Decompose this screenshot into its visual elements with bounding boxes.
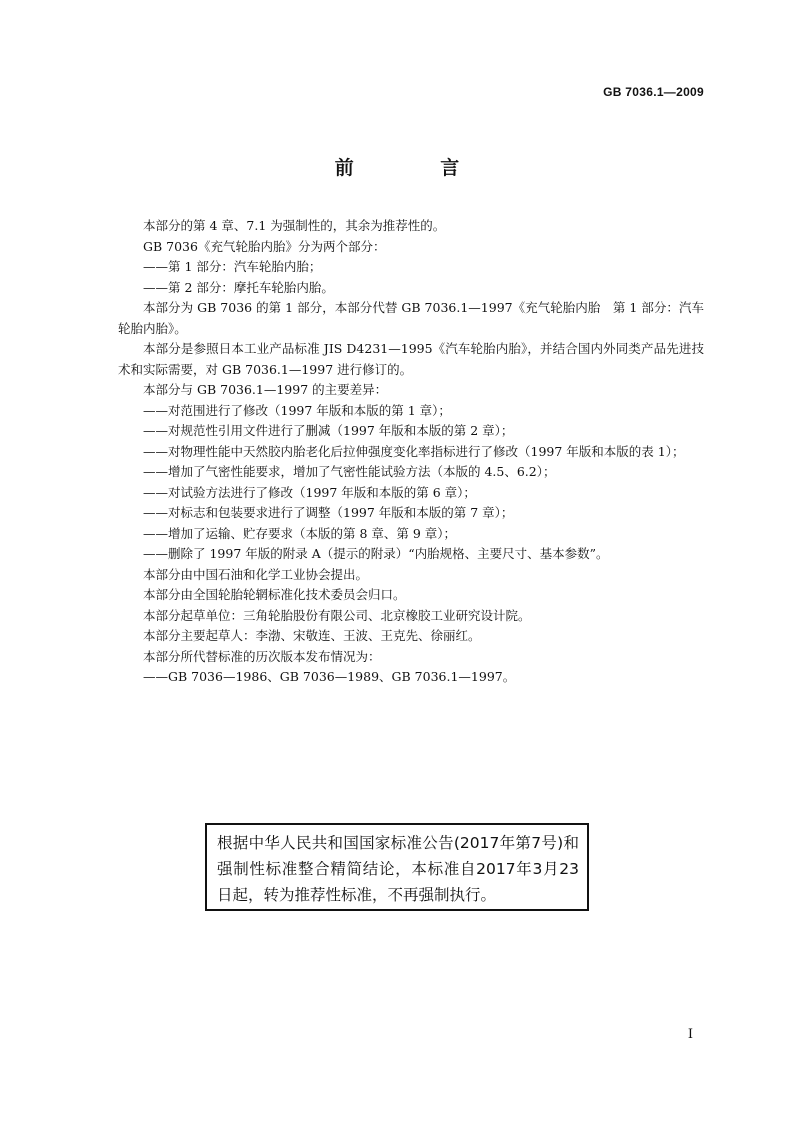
list-item: ——增加了运输、贮存要求（本版的第 8 章、第 9 章）； [143, 525, 457, 541]
paragraph: 本部分是参照日本工业产品标准 JIS D4231—1995《汽车轮胎内胎》，并结合国内外同类产品先进技术和实际需要，对 GB 7036.1—1997 进行修订的。 [118, 341, 704, 377]
paragraph: 本部分由中国石油和化学工业协会提出。 [143, 566, 369, 582]
list-item: ——第 2 部分：摩托车轮胎内胎。 [143, 279, 334, 295]
list-item: ——删除了 1997 年版的附录 A（提示的附录）“内胎规格、主要尺寸、基本参数”。 [143, 546, 609, 561]
standard-code: GB 7036.1—2009 [603, 85, 704, 99]
list-item: ——对标志和包装要求进行了调整（1997 年版和本版的第 7 章）； [143, 505, 514, 520]
page-number: I [687, 1027, 693, 1042]
list-item: ——对规范性引用文件进行了删减（1997 年版和本版的第 2 章）； [143, 423, 514, 438]
list-item: ——GB 7036—1986、GB 7036—1989、GB 7036.1—1997。 [143, 669, 516, 684]
list-item: ——第 1 部分：汽车轮胎内胎； [143, 259, 322, 274]
page-title: 前 言 [334, 157, 500, 179]
status-notice-box: 根据中华人民共和国国家标准公告(2017年第7号)和强制性标准整合精简结论，本标准自2017年3月23日起，转为推荐性标准，不再强制执行。 [205, 823, 589, 911]
list-item: ——对试验方法进行了修改（1997 年版和本版的第 6 章）； [143, 484, 476, 500]
paragraph: 本部分起草单位：三角轮胎股份有限公司、北京橡胶工业研究设计院。 [143, 607, 531, 623]
paragraph: 本部分由全国轮胎轮辋标准化技术委员会归口。 [143, 587, 406, 602]
foreword-body [118, 216, 704, 688]
paragraph: GB 7036《充气轮胎内胎》分为两个部分： [143, 238, 386, 254]
paragraph: 本部分主要起草人：李渤、宋敬连、王波、王克先、徐丽红。 [143, 628, 481, 643]
paragraph: 本部分所代替标准的历次版本发布情况为： [143, 648, 381, 664]
list-item: ——对范围进行了修改（1997 年版和本版的第 1 章）； [143, 402, 451, 418]
paragraph: 本部分为 GB 7036 的第 1 部分，本部分代替 GB 7036.1—1997《充气轮胎内胎 第 1 部分：汽车轮胎内胎》。 [118, 300, 704, 336]
paragraph: 本部分与 GB 7036.1—1997 的主要差异： [143, 382, 388, 397]
paragraph: 本部分的第 4 章、7.1 为强制性的，其余为推荐性的。 [143, 218, 446, 233]
list-item: ——增加了气密性能要求，增加了气密性能试验方法（本版的 4.5、6.2）； [143, 464, 556, 479]
list-item: ——对物理性能中天然胶内胎老化后拉伸强度变化率指标进行了修改（1997 年版和本版的表 1）； [143, 443, 685, 459]
